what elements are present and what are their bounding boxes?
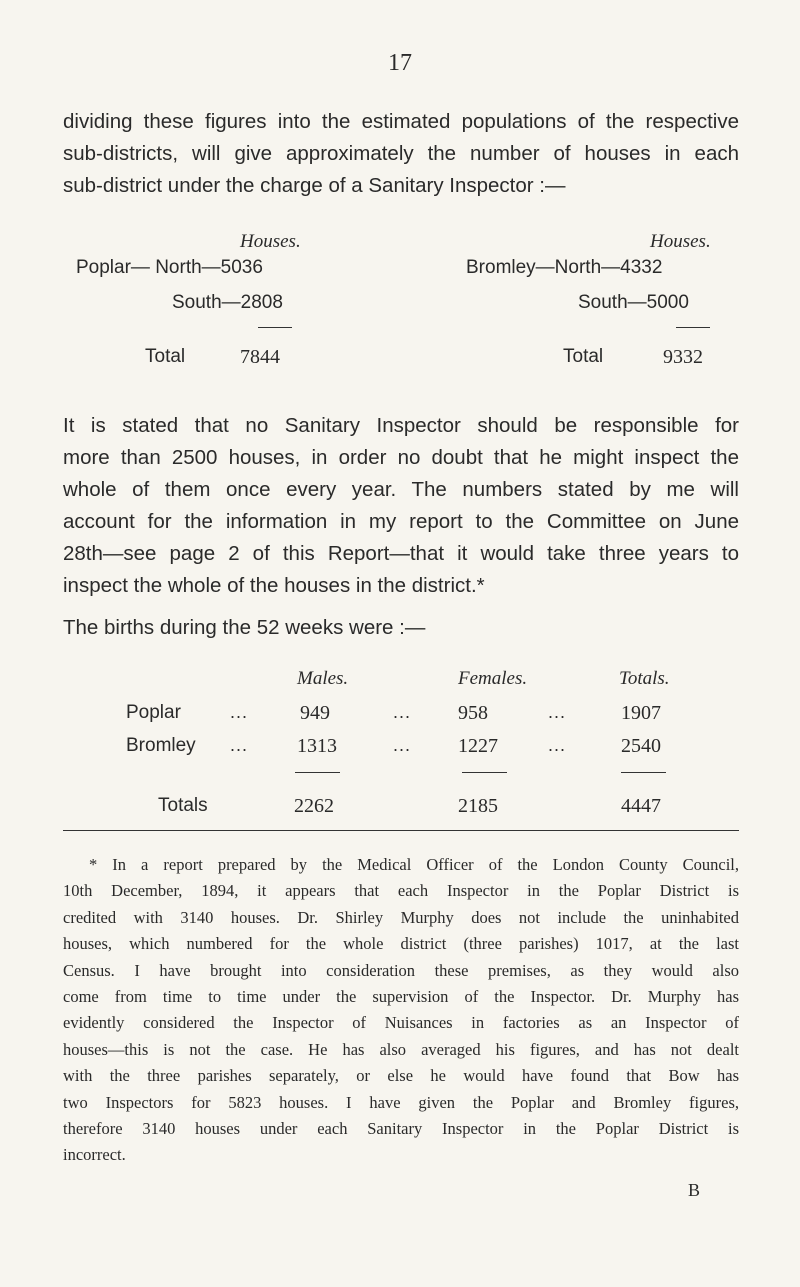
footnote-line: come from time to time under the supervision of the Inspector. Dr. Murphy has bbox=[63, 986, 739, 1006]
total-males: 2262 bbox=[294, 795, 334, 817]
leader-dots: ... bbox=[393, 702, 412, 722]
text-line: sub-districts, will give approximately the number of houses in each bbox=[63, 142, 739, 165]
footnote-line: houses, which numbered for the whole district (three parishes) 1017, at the last bbox=[63, 934, 739, 954]
total-females: 2185 bbox=[458, 795, 498, 817]
total-totals: 4447 bbox=[621, 795, 661, 817]
footnote-line: 10th December, 1894, it appears that each Inspector in the Poplar District is bbox=[63, 881, 739, 901]
leader-dots: ... bbox=[393, 735, 412, 755]
houses-right-header: Houses. bbox=[650, 231, 711, 252]
text-line: inspect the whole of the houses in the district.* bbox=[63, 574, 485, 597]
poplar-south: South—2808 bbox=[172, 292, 283, 313]
males-header: Males. bbox=[297, 668, 349, 689]
intro-paragraph bbox=[63, 106, 739, 202]
houses-left-header: Houses. bbox=[240, 231, 301, 252]
poplar-totals: 1907 bbox=[621, 702, 661, 724]
divider bbox=[676, 327, 710, 328]
footnote-line: with the three parishes separately, or else he would have found that Bow has bbox=[63, 1066, 739, 1086]
leader-dots: ... bbox=[230, 735, 249, 755]
signature-mark: B bbox=[688, 1180, 701, 1200]
footnote-line: * In a report prepared by the Medical Officer of the London County Council, bbox=[89, 855, 739, 874]
text-line: more than 2500 houses, in order no doubt that he might inspect the bbox=[63, 446, 739, 469]
row-label-bromley: Bromley bbox=[126, 735, 196, 756]
leader-dots: ... bbox=[548, 702, 567, 722]
poplar-total-label: Total bbox=[145, 346, 186, 367]
page-number: 17 bbox=[388, 50, 412, 76]
row-label-poplar: Poplar bbox=[126, 702, 181, 723]
text-line: dividing these figures into the estimated populations of the respective bbox=[63, 110, 739, 133]
text-line: whole of them once every year. The numbers stated by me will bbox=[63, 478, 739, 501]
poplar-females: 958 bbox=[458, 702, 488, 724]
births-intro: The births during the 52 weeks were :— bbox=[63, 616, 426, 639]
bromley-totals: 2540 bbox=[621, 735, 661, 757]
bromley-total-label: Total bbox=[563, 346, 604, 367]
totals-header: Totals. bbox=[619, 668, 670, 689]
footnote-line: evidently considered the Inspector of Nuisances in factories as an Inspector of bbox=[63, 1013, 739, 1033]
footnote-line: incorrect. bbox=[63, 1145, 126, 1165]
bromley-south: South—5000 bbox=[578, 292, 689, 313]
bromley-total: 9332 bbox=[663, 346, 703, 368]
divider bbox=[621, 772, 666, 773]
footnote-line: Census. I have brought into consideration these premises, as they would also bbox=[63, 960, 739, 980]
footnote-line: therefore 3140 houses under each Sanitary Inspector in the Poplar District is bbox=[63, 1118, 739, 1138]
divider bbox=[258, 327, 292, 328]
text-line: 28th—see page 2 of this Report—that it would take three years to bbox=[63, 542, 739, 565]
text-line: sub-district under the charge of a Sanitary Inspector :— bbox=[63, 174, 566, 197]
poplar-total: 7844 bbox=[240, 346, 280, 368]
responsibility-paragraph bbox=[63, 410, 739, 602]
footnote-line: two Inspectors for 5823 houses. I have given the Poplar and Bromley figures, bbox=[63, 1092, 739, 1112]
leader-dots: ... bbox=[230, 702, 249, 722]
text-line: account for the information in my report to the Committee on June bbox=[63, 510, 739, 533]
poplar-north: Poplar— North—5036 bbox=[76, 257, 263, 278]
bromley-males: 1313 bbox=[297, 735, 337, 757]
divider bbox=[295, 772, 340, 773]
bromley-females: 1227 bbox=[458, 735, 498, 757]
footnote bbox=[63, 852, 739, 1169]
leader-dots: ... bbox=[548, 735, 567, 755]
footnote-separator bbox=[63, 830, 739, 831]
poplar-males: 949 bbox=[300, 702, 330, 724]
footnote-line: credited with 3140 houses. Dr. Shirley Murphy does not include the uninhabited bbox=[63, 907, 739, 927]
text-line: It is stated that no Sanitary Inspector should be responsible for bbox=[63, 414, 739, 437]
totals-row-label: Totals bbox=[158, 795, 208, 816]
divider bbox=[462, 772, 507, 773]
footnote-line: houses—this is not the case. He has also averaged his figures, and has not dealt bbox=[63, 1039, 739, 1059]
females-header: Females. bbox=[458, 668, 528, 689]
bromley-north: Bromley—North—4332 bbox=[466, 257, 663, 278]
